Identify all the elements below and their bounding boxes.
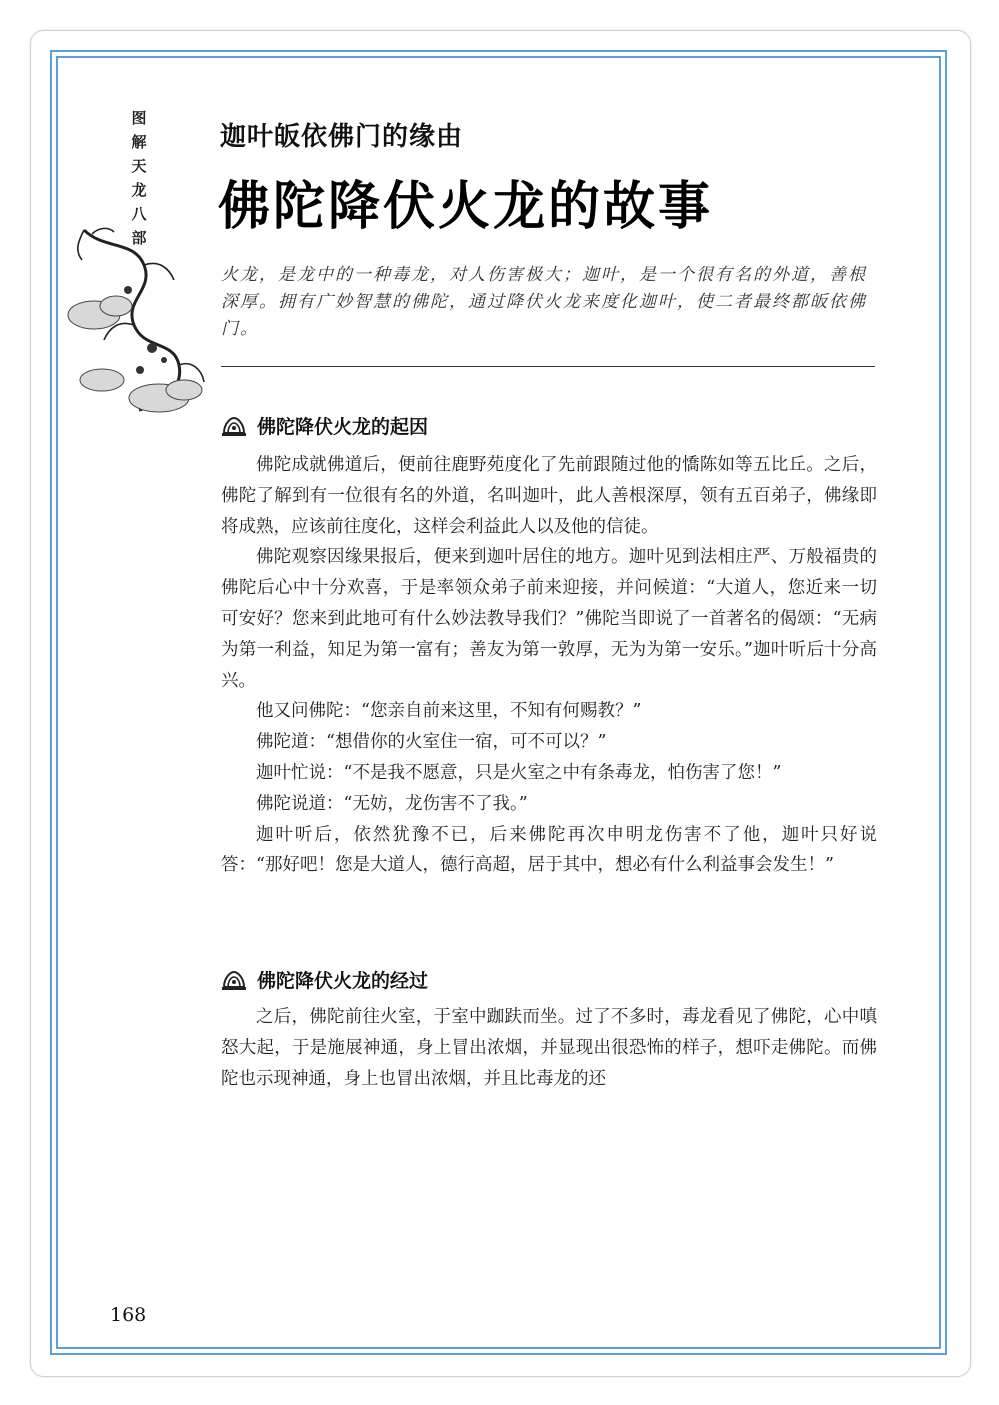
intro-text: 火龙，是龙中的一种毒龙，对人伤害极大；迦叶，是一个很有名的外道，善根深厚。拥有广妙智慧的佛陀，通过降伏火龙来度化迦叶，使二者最终都皈依佛门。	[221, 265, 867, 339]
section-heading-text: 佛陀降伏火龙的经过	[257, 970, 429, 992]
lotus-icon	[221, 969, 247, 991]
lotus-icon	[221, 415, 247, 437]
subtitle: 迦叶皈依佛门的缘由	[220, 122, 464, 152]
side-label-char: 天	[131, 157, 147, 175]
side-label-char: 龙	[131, 181, 147, 199]
divider	[221, 366, 875, 367]
page-number: 168	[110, 1304, 147, 1326]
section-body	[221, 450, 877, 881]
paragraph: 佛陀成就佛道后，便前往鹿野苑度化了先前跟随过他的憍陈如等五比丘。之后，佛陀了解到有一位很有名的外道，名叫迦叶，此人善根深厚，领有五百弟子，佛缘即将成熟，应该前往度化，这样会利益此人以及他的信徒。	[221, 455, 877, 537]
section-body	[221, 1002, 877, 1094]
paragraph: 迦叶忙说：“不是我不愿意，只是火室之中有条毒龙，怕伤害了您！”	[256, 762, 782, 783]
paragraph: 佛陀说道：“无妨，龙伤害不了我。”	[256, 793, 528, 814]
paragraph: 之后，佛陀前往火室，于室中跏趺而坐。过了不多时，毒龙看见了佛陀，心中嗔怒大起，于是施展神通，身上冒出浓烟，并显现出很恐怖的样子，想吓走佛陀。而佛陀也示现神通，身上也冒出浓烟，并且比毒龙的还	[221, 1007, 877, 1089]
dragon-illustration	[64, 220, 214, 420]
section-heading-text: 佛陀降伏火龙的起因	[257, 416, 429, 438]
section-heading	[221, 966, 428, 993]
paragraph: 迦叶听后，依然犹豫不已，后来佛陀再次申明龙伤害不了他，迦叶只好说答：“那好吧！您是大道人，德行高超，居于其中，想必有什么利益事会发生！”	[221, 824, 877, 876]
side-label-char: 图	[131, 109, 147, 127]
paragraph: 佛陀道：“想借你的火室住一宿，可不可以？”	[256, 732, 607, 753]
paragraph: 佛陀观察因缘果报后，便来到迦叶居住的地方。迦叶见到法相庄严、万般福贵的佛陀后心中十分欢喜，于是率领众弟子前来迎接，并问候道：“大道人，您近来一切可安好？您来到此地可有什么妙法教导我们？”佛陀当即说了一首著名的偈颂：“无病为第一利益，知足为第一富有；善友为第一敦厚，无为为第一安乐。”迦叶听后十分高兴。	[221, 547, 877, 691]
side-label-char: 部	[131, 229, 147, 247]
page-title: 佛陀降伏火龙的故事	[218, 176, 714, 237]
paragraph: 他又问佛陀：“您亲自前来这里，不知有何赐教？”	[256, 701, 642, 722]
section-heading	[221, 412, 428, 439]
side-label-char: 解	[131, 133, 147, 151]
side-label-char: 八	[131, 205, 147, 223]
